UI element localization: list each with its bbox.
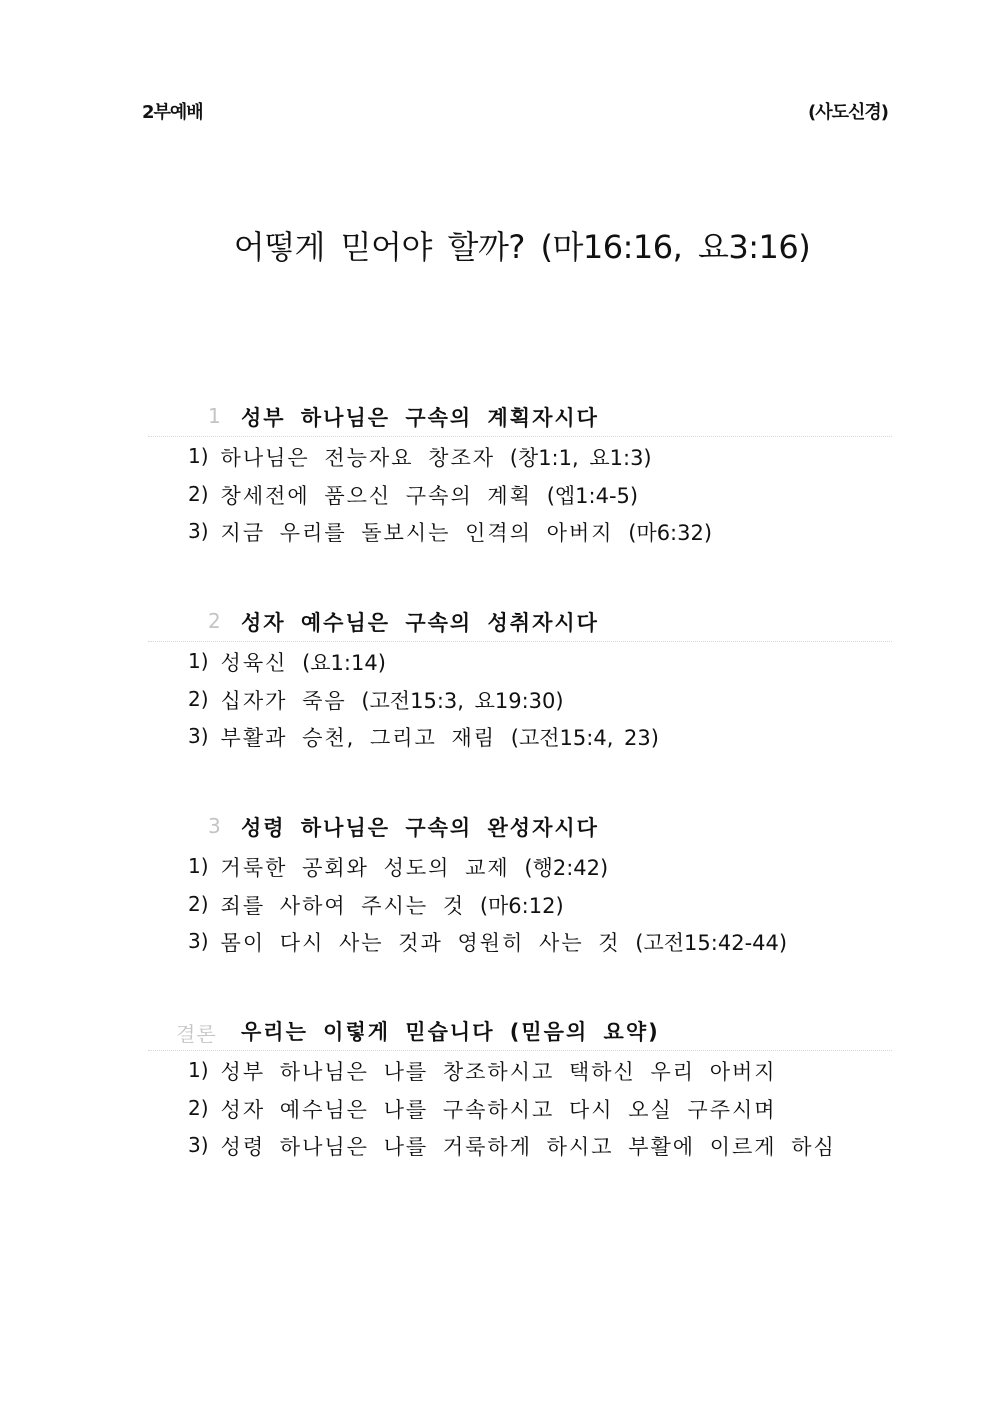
item-text: 몸이 다시 사는 것과 영원히 사는 것	[220, 931, 621, 955]
item-reference: (고전15:3, 요19:30)	[361, 688, 564, 713]
item-number: 3)	[188, 929, 209, 953]
item-number: 2)	[188, 481, 209, 506]
item-text: 성령 하나님은 나를 거룩하게 하시고 부활에 이르게 하심	[220, 1135, 836, 1159]
item-reference: (고전15:4, 23)	[510, 726, 659, 750]
item-number: 3)	[188, 1133, 209, 1157]
section-heading: 성령 하나님은 구속의 완성자시다	[241, 816, 599, 840]
list-item	[188, 517, 712, 555]
list-item	[188, 927, 787, 965]
item-number: 2)	[188, 1095, 209, 1120]
item-list	[188, 647, 659, 760]
section-header	[148, 398, 892, 437]
item-text: 창세전에 품으신 구속의 계획	[220, 483, 532, 508]
list-item	[188, 1056, 836, 1094]
list-item	[188, 1094, 836, 1132]
item-number: 3)	[188, 519, 209, 543]
header-creed-label: (사도신경)	[807, 102, 888, 123]
item-reference: (행2:42)	[524, 856, 609, 880]
item-text: 성육신	[220, 651, 288, 675]
item-list	[188, 852, 787, 965]
section-header	[148, 808, 892, 846]
section-number: 결론	[176, 1022, 217, 1046]
section-header	[148, 603, 892, 642]
item-reference: (요1:14)	[302, 651, 386, 675]
page-title: 어떻게 믿어야 할까? (마16:16, 요3:16)	[233, 228, 811, 266]
header-service-label: 2부예배	[142, 102, 203, 123]
item-reference: (엡1:4-5)	[546, 483, 639, 508]
section-2	[148, 603, 892, 750]
item-reference: (마6:12)	[479, 893, 564, 918]
item-text: 하나님은 전능자요 창조자	[220, 446, 496, 470]
section-number: 2	[208, 609, 221, 633]
section-number: 3	[208, 814, 221, 838]
item-text: 성자 예수님은 나를 구속하시고 다시 오실 구주시며	[220, 1097, 777, 1122]
list-item	[188, 480, 712, 518]
list-item	[188, 442, 712, 480]
item-number: 2)	[188, 891, 209, 916]
list-item	[188, 1131, 836, 1169]
section-heading: 성자 예수님은 구속의 성취자시다	[241, 611, 599, 635]
item-number: 1)	[188, 444, 209, 468]
item-number: 3)	[188, 724, 209, 748]
section-1	[148, 398, 892, 545]
item-reference: (고전15:42-44)	[635, 931, 788, 955]
list-item	[188, 852, 787, 890]
item-number: 2)	[188, 686, 209, 711]
item-reference: (마6:32)	[628, 521, 713, 545]
list-item	[188, 722, 659, 760]
item-list	[188, 1056, 836, 1169]
item-list	[188, 442, 712, 555]
item-text: 거룩한 공회와 성도의 교제	[220, 856, 510, 880]
item-text: 부활과 승천, 그리고 재림	[220, 726, 497, 750]
item-text: 십자가 죽음	[220, 688, 347, 713]
section-header	[148, 1012, 892, 1051]
section-heading: 우리는 이렇게 믿습니다 (믿음의 요약)	[241, 1020, 660, 1044]
section-heading: 성부 하나님은 구속의 계획자시다	[241, 406, 599, 430]
list-item	[188, 647, 659, 685]
item-reference: (창1:1, 요1:3)	[509, 446, 652, 470]
section-number: 1	[208, 404, 221, 428]
item-number: 1)	[188, 854, 209, 878]
item-text: 성부 하나님은 나를 창조하시고 택하신 우리 아버지	[220, 1060, 777, 1084]
item-text: 지금 우리를 돌보시는 인격의 아버지	[220, 521, 614, 545]
item-text: 죄를 사하여 주시는 것	[220, 893, 466, 918]
list-item	[188, 890, 787, 928]
list-item	[188, 685, 659, 723]
section-conclusion	[148, 1012, 892, 1159]
section-3	[148, 808, 892, 955]
item-number: 1)	[188, 649, 209, 673]
item-number: 1)	[188, 1058, 209, 1082]
